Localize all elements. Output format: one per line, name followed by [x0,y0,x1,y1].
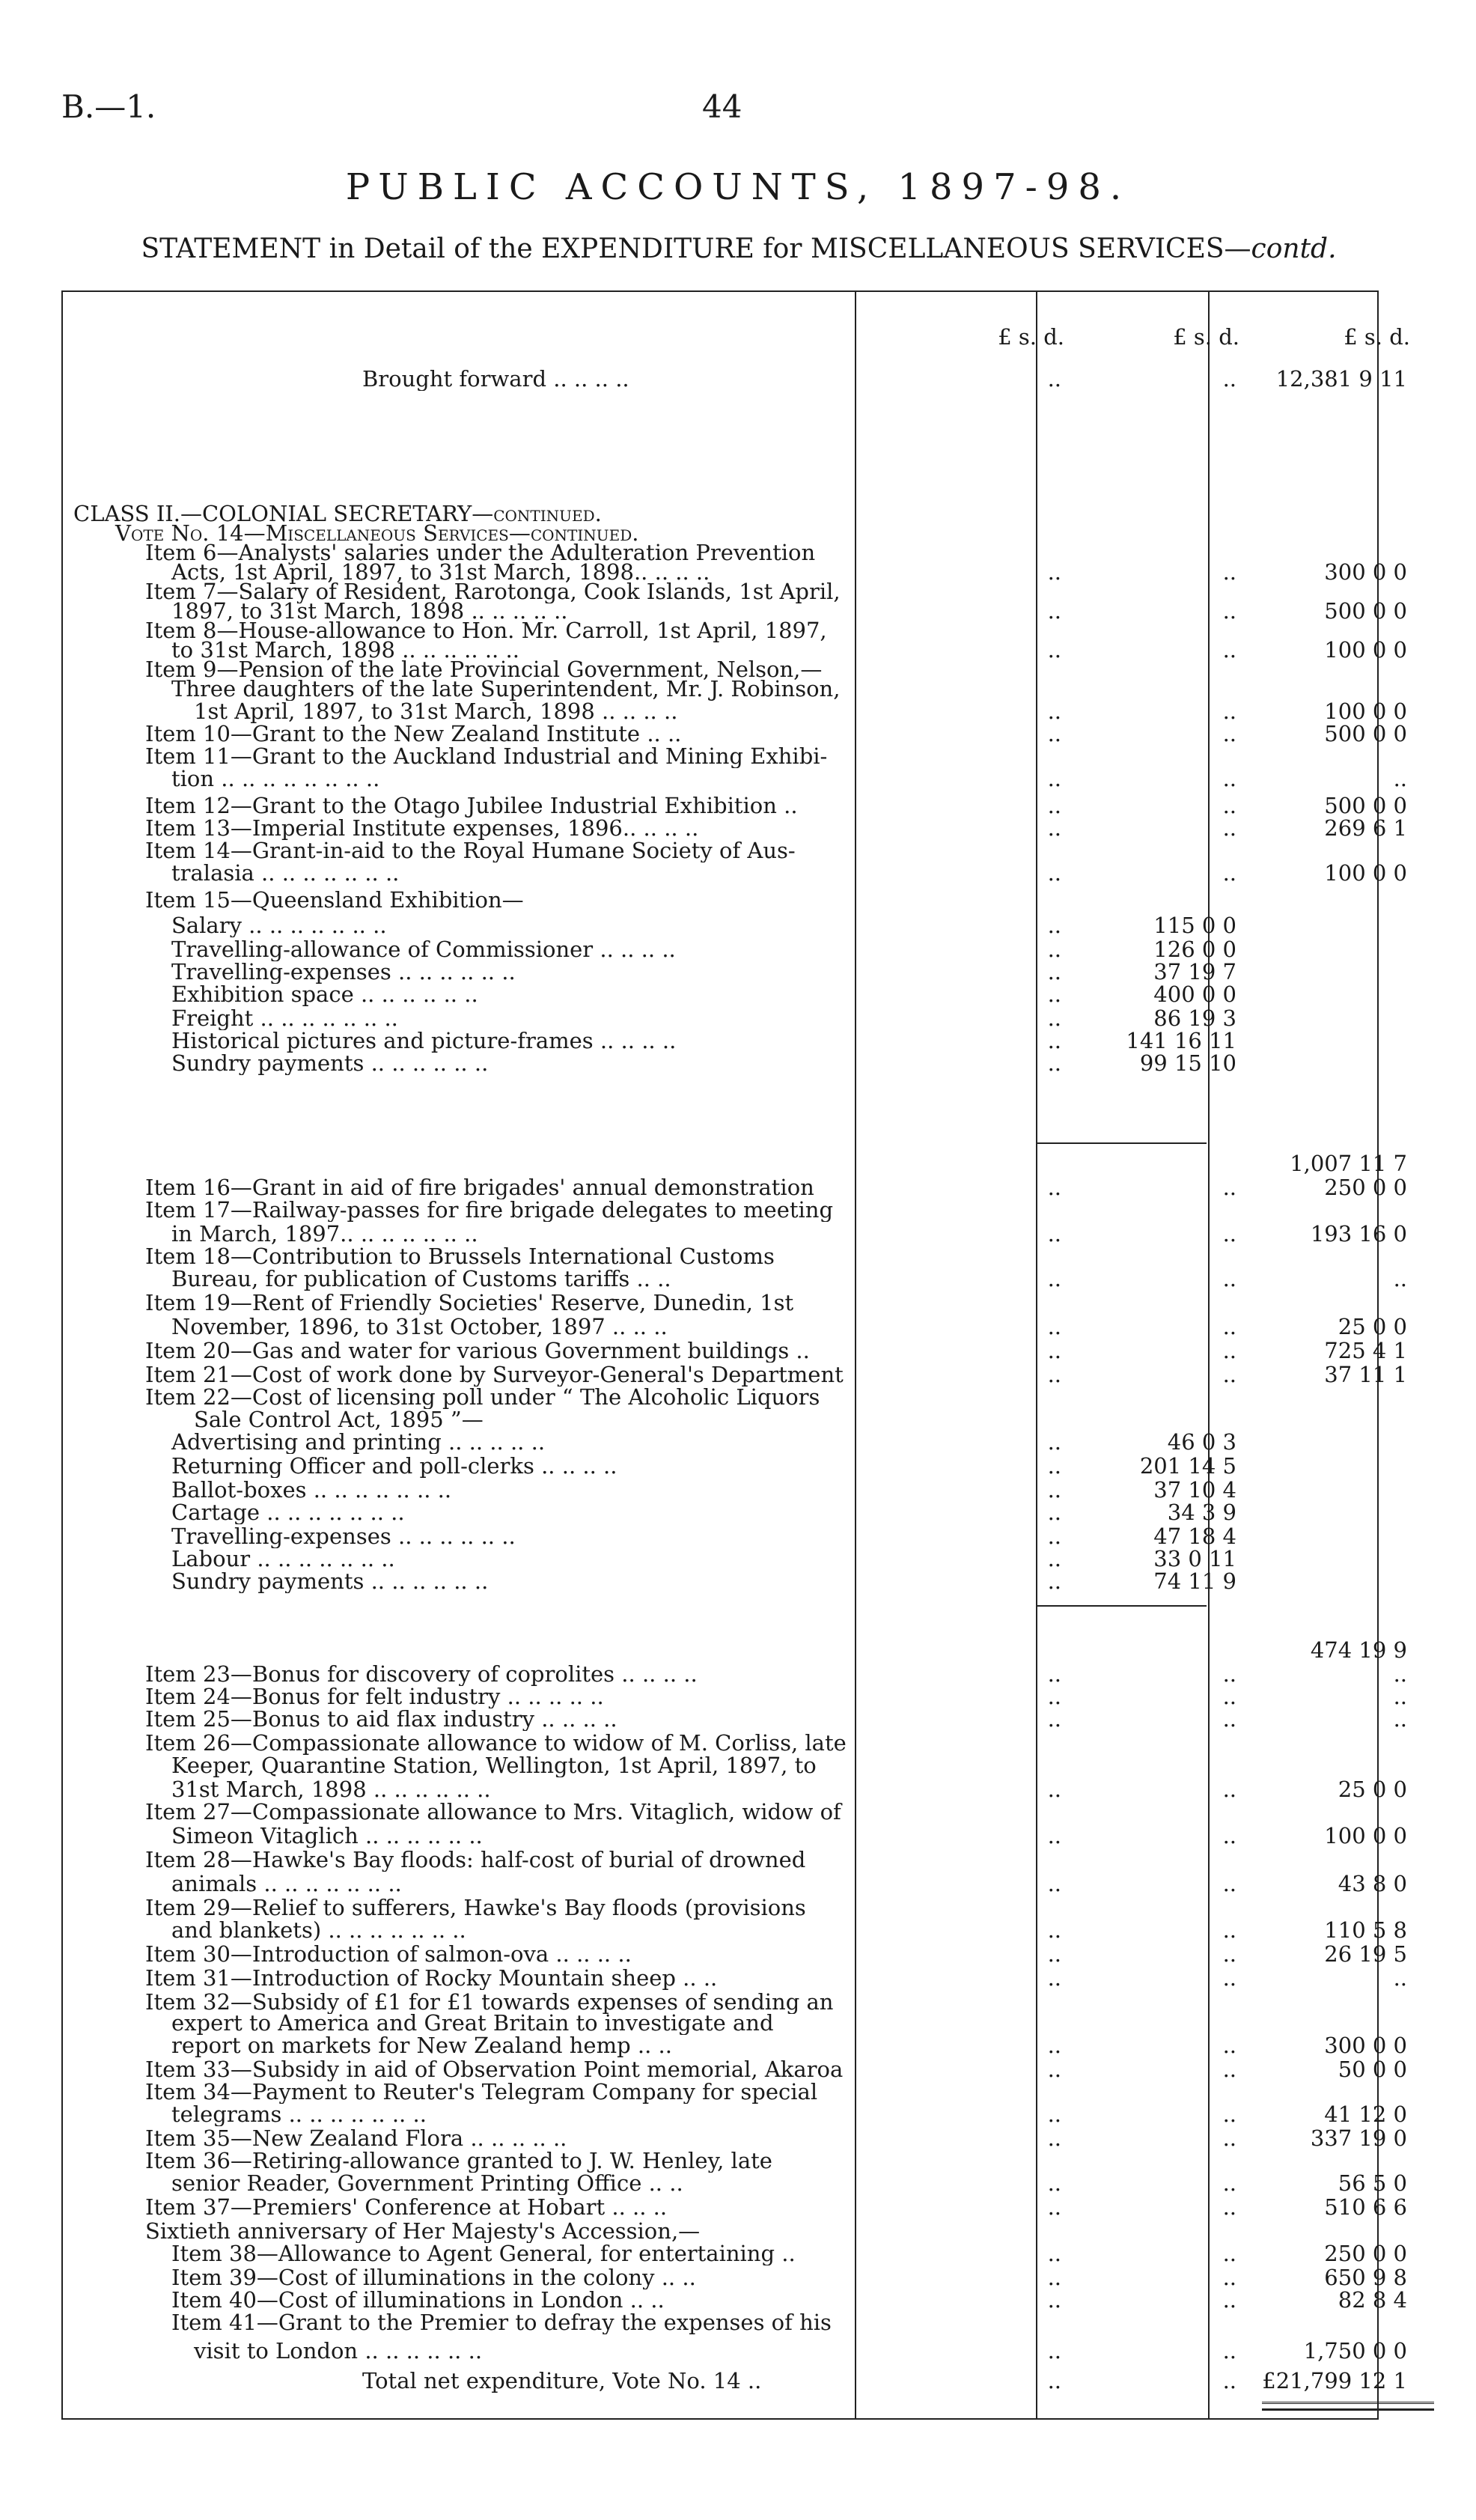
row-description: Item 13—Imperial Institute expenses, 1896.. .. .. .. [145,816,699,840]
row-description: Advertising and printing .. .. .. .. .. [171,1430,546,1454]
amount-col-1: .. [1047,1662,1061,1686]
table-row [63,1662,1407,1686]
amount-col-1: .. [1047,1339,1061,1363]
amount-col-1: .. [1047,1707,1061,1731]
row-description: Item 17—Railway-passes for fire brigade delegates to meeting [145,1198,834,1222]
amount-col-2: .. [1222,2288,1236,2312]
amount-col-3: 500 0 0 [1324,599,1407,623]
amount-col-1: .. [1047,1363,1061,1387]
table-row [63,2265,1407,2289]
table-row [63,1175,1407,1199]
amount-col-3: 100 0 0 [1324,861,1407,885]
amount-col-1: .. [1047,2033,1061,2057]
table-row [63,1267,1407,1291]
table-row [63,2080,1377,2104]
amount-col-1: .. [1047,1006,1061,1030]
table-row [63,2219,1377,2243]
amount-col-3: 510 6 6 [1324,2195,1407,2219]
amount-col-2: 126 0 0 [1153,937,1236,961]
amount-col-3: 250 0 0 [1324,2241,1407,2265]
amount-col-1: .. [1047,2288,1061,2312]
amount-col-3: 193 16 0 [1310,1222,1407,1246]
table-row [63,367,1407,391]
amount-col-2: .. [1222,1777,1236,1801]
row-description: Item 10—Grant to the New Zealand Institute .. .. [145,722,682,746]
row-description: Travelling-allowance of Commissioner .. .. .. .. [171,937,676,961]
amount-col-3: 725 4 1 [1324,1339,1407,1363]
amount-col-2: .. [1222,1267,1236,1291]
table-row [63,1198,1377,1222]
table-row [63,1872,1407,1896]
amount-col-2: 37 19 7 [1153,960,1236,984]
subtitle-text: STATEMENT in Detail of the EXPENDITURE for MISCELLANEOUS SERVICES— [141,234,1251,264]
amount-col-2: 201 14 5 [1139,1454,1236,1478]
table-row [63,1222,1407,1246]
table-row [63,2149,1377,2173]
amount-col-3: .. [1393,767,1407,791]
amount-col-2: .. [1222,1684,1236,1708]
table-row [63,1824,1407,1848]
row-description: Item 7—Salary of Resident, Rarotonga, Cook Islands, 1st April, [145,579,841,603]
row-description: Brought forward .. .. .. .. [362,367,629,391]
row-description: Item 39—Cost of illuminations in the colony .. .. [171,2265,696,2289]
amount-col-2: 400 0 0 [1153,982,1236,1006]
row-description: and blankets) .. .. .. .. .. .. .. [171,1918,466,1942]
row-description: Keeper, Quarantine Station, Wellington, 1st April, 1897, to [171,1753,817,1777]
amount-col-2: .. [1222,1824,1236,1848]
row-description: Item 32—Subsidy of £1 for £1 towards expenses of sending an [145,1990,834,2014]
table-row [63,2033,1407,2057]
table-row [63,861,1407,885]
amount-col-2: .. [1222,2057,1236,2081]
amount-col-1: .. [1047,2171,1061,2195]
table-row [63,1777,1407,1801]
amount-col-1: .. [1047,2241,1061,2265]
amount-col-2: 46 0 3 [1167,1430,1236,1454]
amount-col-1: .. [1047,1478,1061,1502]
table-row [63,1244,1377,1268]
amount-col-1: .. [1047,1918,1061,1942]
table-row [63,744,1377,768]
table-row [63,2102,1407,2126]
amount-col-2: .. [1222,2195,1236,2219]
row-description: telegrams .. .. .. .. .. .. .. [171,2102,427,2126]
amount-col-1: .. [1047,722,1061,746]
row-description: Ballot-boxes .. .. .. .. .. .. .. [171,1478,452,1502]
amount-col-1: .. [1047,1569,1061,1593]
amount-col-2: 141 16 11 [1126,1029,1236,1053]
amount-col-2: .. [1222,367,1236,391]
row-description: Simeon Vitaglich .. .. .. .. .. .. [171,1824,483,1848]
amount-col-2: .. [1222,1315,1236,1339]
row-description: Item 23—Bonus for discovery of coprolites .. .. .. .. [145,1662,698,1686]
table-row [63,2057,1407,2081]
amount-col-2: 99 15 10 [1139,1051,1236,1075]
table-row [63,1006,1377,1030]
row-description: Sale Control Act, 1895 ”— [194,1407,484,1431]
row-description: Item 18—Contribution to Brussels International Customs [145,1244,775,1268]
amount-col-2: .. [1222,767,1236,791]
row-description: Item 15—Queensland Exhibition— [145,888,524,912]
amount-col-1: .. [1047,913,1061,937]
amount-col-3: 25 0 0 [1338,1315,1407,1339]
amount-col-3: 100 0 0 [1324,638,1407,662]
amount-col-2: .. [1222,2126,1236,2150]
table-row [63,1684,1407,1708]
amount-col-3: 1,007 11 7 [1290,1151,1407,1175]
row-description: Travelling-expenses .. .. .. .. .. .. [171,1524,516,1548]
row-description: Item 8—House-allowance to Hon. Mr. Carroll, 1st April, 1897, [145,618,827,642]
row-description: Total net expenditure, Vote No. 14 .. [362,2369,762,2393]
table-row [63,2241,1407,2265]
row-description: Item 34—Payment to Reuter's Telegram Company for special [145,2080,818,2104]
row-description: report on markets for New Zealand hemp .. .. [171,2033,672,2057]
amount-col-2: .. [1222,1363,1236,1387]
subtitle-contd: contd. [1251,234,1337,264]
row-description: Bureau, for publication of Customs tariffs .. .. [171,1267,671,1291]
table-row [63,2288,1407,2312]
amount-col-2: .. [1222,1175,1236,1199]
amount-col-2: .. [1222,794,1236,818]
row-description: Item 21—Cost of work done by Surveyor-General's Department [145,1363,844,1387]
table-row [63,1896,1377,1920]
row-description: Item 28—Hawke's Bay floods: half-cost of burial of drowned [145,1848,806,1872]
table-row [63,2126,1407,2150]
amount-col-3: 474 19 9 [1310,1638,1407,1662]
column-unit-2: £ s. d. [1173,325,1239,349]
amount-col-2: .. [1222,722,1236,746]
amount-col-1: .. [1047,2265,1061,2289]
table-row [63,1707,1407,1731]
amount-col-3: 337 19 0 [1310,2126,1407,2150]
row-description: expert to America and Great Britain to investigate and [171,2011,774,2035]
amount-col-3: .. [1393,1662,1407,1686]
page-number: 44 [702,88,742,125]
amount-col-3: 12,381 9 11 [1275,367,1407,391]
row-description: Item 20—Gas and water for various Government buildings .. [145,1339,810,1363]
row-description: Item 31—Introduction of Rocky Mountain sheep .. .. [145,1966,718,1990]
table-row [63,1638,1407,1662]
amount-col-1: .. [1047,560,1061,584]
row-description: Item 29—Relief to sufferers, Hawke's Bay floods (provisions [145,1896,806,1920]
table-row [63,699,1407,723]
table-row [63,1407,1377,1431]
row-description: tion .. .. .. .. .. .. .. .. [171,767,380,791]
amount-col-1: .. [1047,367,1061,391]
table-row [63,839,1377,862]
amount-col-1: .. [1047,1824,1061,1848]
amount-col-1: .. [1047,1500,1061,1524]
amount-col-1: .. [1047,2339,1061,2363]
row-description: Item 27—Compassionate allowance to Mrs. Vitaglich, widow of [145,1800,841,1824]
row-description: Sundry payments .. .. .. .. .. .. [171,1051,489,1075]
row-description: November, 1896, to 31st October, 1897 .. .. .. [171,1315,668,1339]
row-description: Item 14—Grant-in-aid to the Royal Humane Society of Aus- [145,839,796,862]
amount-col-2: .. [1222,699,1236,723]
amount-col-1: .. [1047,1684,1061,1708]
row-description: Item 40—Cost of illuminations in London .. .. [171,2288,665,2312]
amount-col-2: .. [1222,1222,1236,1246]
table-row [63,1569,1377,1593]
row-description: Item 12—Grant to the Otago Jubilee Industrial Exhibition .. [145,794,798,818]
amount-col-2: 115 0 0 [1153,913,1236,937]
row-description: Item 33—Subsidy in aid of Observation Point memorial, Akaroa [145,2057,844,2081]
amount-col-2: .. [1222,599,1236,623]
amount-col-3: .. [1393,1966,1407,1990]
row-description: in March, 1897.. .. .. .. .. .. .. [171,1222,478,1246]
row-description: Vote No. 14—Miscellaneous Services—continued. [115,521,639,545]
row-description: tralasia .. .. .. .. .. .. .. [171,861,400,885]
row-description: Acts, 1st April, 1897, to 31st March, 1898.. .. .. .. [171,560,710,584]
amount-col-1: .. [1047,699,1061,723]
subtotal-rule-item-15 [1037,1142,1207,1144]
table-row [63,2011,1377,2035]
table-row [63,1315,1407,1339]
statement-subtitle [61,234,1416,264]
amount-col-3: 269 6 1 [1324,816,1407,840]
amount-col-3: .. [1393,1267,1407,1291]
amount-col-3: £21,799 12 1 [1262,2369,1407,2393]
table-row [63,2310,1377,2334]
amount-col-2: .. [1222,1966,1236,1990]
table-row [63,2339,1407,2363]
subtotal-rule-item-22 [1037,1605,1207,1607]
amount-col-1: .. [1047,1454,1061,1478]
row-description: visit to London .. .. .. .. .. .. [194,2339,483,2363]
amount-col-2: .. [1222,861,1236,885]
amount-col-1: .. [1047,1430,1061,1454]
table-row [63,1918,1407,1942]
amount-col-3: 100 0 0 [1324,699,1407,723]
row-description: 1897, to 31st March, 1898 .. .. .. .. .. [171,599,568,623]
amount-col-1: .. [1047,1942,1061,1966]
amount-col-1: .. [1047,960,1061,984]
amount-col-1: .. [1047,937,1061,961]
amount-col-2: .. [1222,2265,1236,2289]
row-description: Three daughters of the late Superintendent, Mr. J. Robinson, [171,677,841,701]
row-description: Item 16—Grant in aid of fire brigades' annual demonstration [145,1175,814,1199]
amount-col-3: 250 0 0 [1324,1175,1407,1199]
row-description: to 31st March, 1898 .. .. .. .. .. .. [171,638,519,662]
table-row [63,1363,1407,1387]
amount-col-1: .. [1047,861,1061,885]
table-row [63,2195,1407,2219]
table-row [63,2369,1407,2393]
amount-col-3: 41 12 0 [1324,2102,1407,2126]
row-description: animals .. .. .. .. .. .. .. [171,1872,402,1896]
amount-col-3: 110 5 8 [1324,1918,1407,1942]
table-row [63,1848,1377,1872]
amount-col-2: .. [1222,1662,1236,1686]
amount-col-1: .. [1047,1267,1061,1291]
table-row [63,937,1377,961]
amount-col-2: .. [1222,1339,1236,1363]
row-description: Item 22—Cost of licensing poll under “ The Alcoholic Liquors [145,1385,820,1409]
amount-col-2: 47 18 4 [1153,1524,1236,1548]
table-row [63,722,1407,746]
amount-col-3: 50 0 0 [1338,2057,1407,2081]
amount-col-2: .. [1222,2339,1236,2363]
table-row [63,1753,1377,1777]
row-description: Item 6—Analysts' salaries under the Adulteration Prevention [145,541,816,564]
table-row [63,1800,1377,1824]
amount-col-3: 43 8 0 [1338,1872,1407,1896]
table-row [63,1731,1377,1755]
amount-col-3: 37 11 1 [1324,1363,1407,1387]
table-row [63,1500,1377,1524]
table-row [63,1942,1407,1966]
amount-col-1: .. [1047,1051,1061,1075]
amount-col-1: .. [1047,1315,1061,1339]
table-row [63,677,1377,701]
table-row [63,888,1377,912]
amount-col-3: 100 0 0 [1324,1824,1407,1848]
table-row [63,1051,1377,1075]
amount-col-1: .. [1047,816,1061,840]
amount-col-2: 86 19 3 [1153,1006,1236,1030]
amount-col-1: .. [1047,2195,1061,2219]
amount-col-2: 34 3 9 [1167,1500,1236,1524]
amount-col-1: .. [1047,1175,1061,1199]
row-description: Cartage .. .. .. .. .. .. .. [171,1500,405,1524]
amount-col-1: .. [1047,638,1061,662]
amount-col-3: 500 0 0 [1324,794,1407,818]
row-description: Item 30—Introduction of salmon-ova .. .. .. .. [145,1942,632,1966]
table-row [63,1029,1377,1053]
row-description: Item 11—Grant to the Auckland Industrial and Mining Exhibi- [145,744,828,768]
amount-col-3: 56 5 0 [1338,2171,1407,2195]
row-description: senior Reader, Government Printing Office .. .. [171,2171,683,2195]
amount-col-2: .. [1222,2033,1236,2057]
row-description: Sixtieth anniversary of Her Majesty's Accession,— [145,2219,701,2243]
amount-col-2: .. [1222,2171,1236,2195]
amount-col-2: 33 0 11 [1153,1547,1236,1571]
table-row [63,960,1377,984]
amount-col-2: .. [1222,560,1236,584]
row-description: Item 24—Bonus for felt industry .. .. .. .. .. [145,1684,604,1708]
table-row [63,913,1377,937]
row-description: CLASS II.—COLONIAL SECRETARY—continued. [73,502,602,526]
row-description: Labour .. .. .. .. .. .. .. [171,1547,395,1571]
row-description: Historical pictures and picture-frames .. .. .. .. [171,1029,677,1053]
amount-col-3: 300 0 0 [1324,560,1407,584]
amount-col-1: .. [1047,1872,1061,1896]
table-row [63,1339,1407,1363]
table-row [63,1454,1377,1478]
amount-col-2: .. [1222,2102,1236,2126]
row-description: Travelling-expenses .. .. .. .. .. .. [171,960,516,984]
amount-col-3: 82 8 4 [1338,2288,1407,2312]
row-description: Item 19—Rent of Friendly Societies' Reserve, Dunedin, 1st [145,1291,794,1315]
amount-col-3: .. [1393,1707,1407,1731]
amount-col-1: .. [1047,2369,1061,2393]
row-description: Sundry payments .. .. .. .. .. .. [171,1569,489,1593]
amount-col-2: .. [1222,1707,1236,1731]
amount-col-2: 37 10 4 [1153,1478,1236,1502]
table-row [63,1547,1377,1571]
amount-col-1: .. [1047,767,1061,791]
column-units-row [63,325,1410,349]
amount-col-1: .. [1047,599,1061,623]
table-row [63,1151,1407,1175]
page-title: PUBLIC ACCOUNTS, 1897-98. [345,166,1131,208]
table-row [63,1291,1377,1315]
amount-col-3: 26 19 5 [1324,1942,1407,1966]
table-row [63,1966,1407,1990]
amount-col-1: .. [1047,1777,1061,1801]
amount-col-2: .. [1222,2369,1236,2393]
amount-col-3: 500 0 0 [1324,722,1407,746]
row-description: Item 36—Retiring-allowance granted to J. W. Henley, late [145,2149,772,2173]
column-unit-1: £ s. d. [998,325,1064,349]
row-description: Exhibition space .. .. .. .. .. .. [171,982,478,1006]
table-row [63,1478,1377,1502]
amount-col-1: .. [1047,794,1061,818]
table-row [63,767,1407,791]
table-row [63,1385,1377,1409]
row-description: Item 41—Grant to the Premier to defray the expenses of his [171,2310,832,2334]
row-description: 31st March, 1898 .. .. .. .. .. .. [171,1777,491,1801]
column-unit-3: £ s. d. [1344,325,1410,349]
total-double-rule [1262,2402,1434,2411]
amount-col-3: 300 0 0 [1324,2033,1407,2057]
amount-col-1: .. [1047,1222,1061,1246]
amount-col-1: .. [1047,2126,1061,2150]
amount-col-1: .. [1047,1524,1061,1548]
amount-col-1: .. [1047,1966,1061,1990]
amount-col-2: .. [1222,1942,1236,1966]
row-description: Item 38—Allowance to Agent General, for entertaining .. [171,2241,796,2265]
row-description: Item 25—Bonus to aid flax industry .. .. .. .. [145,1707,617,1731]
amount-col-3: 1,750 0 0 [1303,2339,1407,2363]
row-description: Item 35—New Zealand Flora .. .. .. .. .. [145,2126,567,2150]
table-row [63,816,1407,840]
amount-col-1: .. [1047,2057,1061,2081]
amount-col-1: .. [1047,1029,1061,1053]
table-row [63,982,1377,1006]
row-description: Freight .. .. .. .. .. .. .. [171,1006,398,1030]
amount-col-2: .. [1222,1872,1236,1896]
document-reference: B.—1. [61,88,156,125]
table-row [63,794,1407,818]
row-description: 1st April, 1897, to 31st March, 1898 .. .. .. .. [194,699,678,723]
amount-col-2: .. [1222,638,1236,662]
amount-col-3: .. [1393,1684,1407,1708]
amount-col-1: .. [1047,2102,1061,2126]
amount-col-1: .. [1047,982,1061,1006]
amount-col-3: 650 9 8 [1324,2265,1407,2289]
amount-col-3: 25 0 0 [1338,1777,1407,1801]
amount-col-2: .. [1222,2241,1236,2265]
row-description: Item 37—Premiers' Conference at Hobart .. .. .. [145,2195,668,2219]
table-row [63,1524,1377,1548]
expenditure-table [61,290,1410,2420]
amount-col-2: .. [1222,816,1236,840]
table-row [63,2171,1407,2195]
amount-col-1: .. [1047,1547,1061,1571]
row-description: Item 26—Compassionate allowance to widow of M. Corliss, late [145,1731,847,1755]
row-description: Returning Officer and poll-clerks .. .. .. .. [171,1454,617,1478]
amount-col-2: .. [1222,1918,1236,1942]
table-row [63,1430,1377,1454]
row-description: Item 9—Pension of the late Provincial Government, Nelson,— [145,657,823,681]
row-description: Salary .. .. .. .. .. .. .. [171,913,387,937]
amount-col-2: 74 11 9 [1153,1569,1236,1593]
